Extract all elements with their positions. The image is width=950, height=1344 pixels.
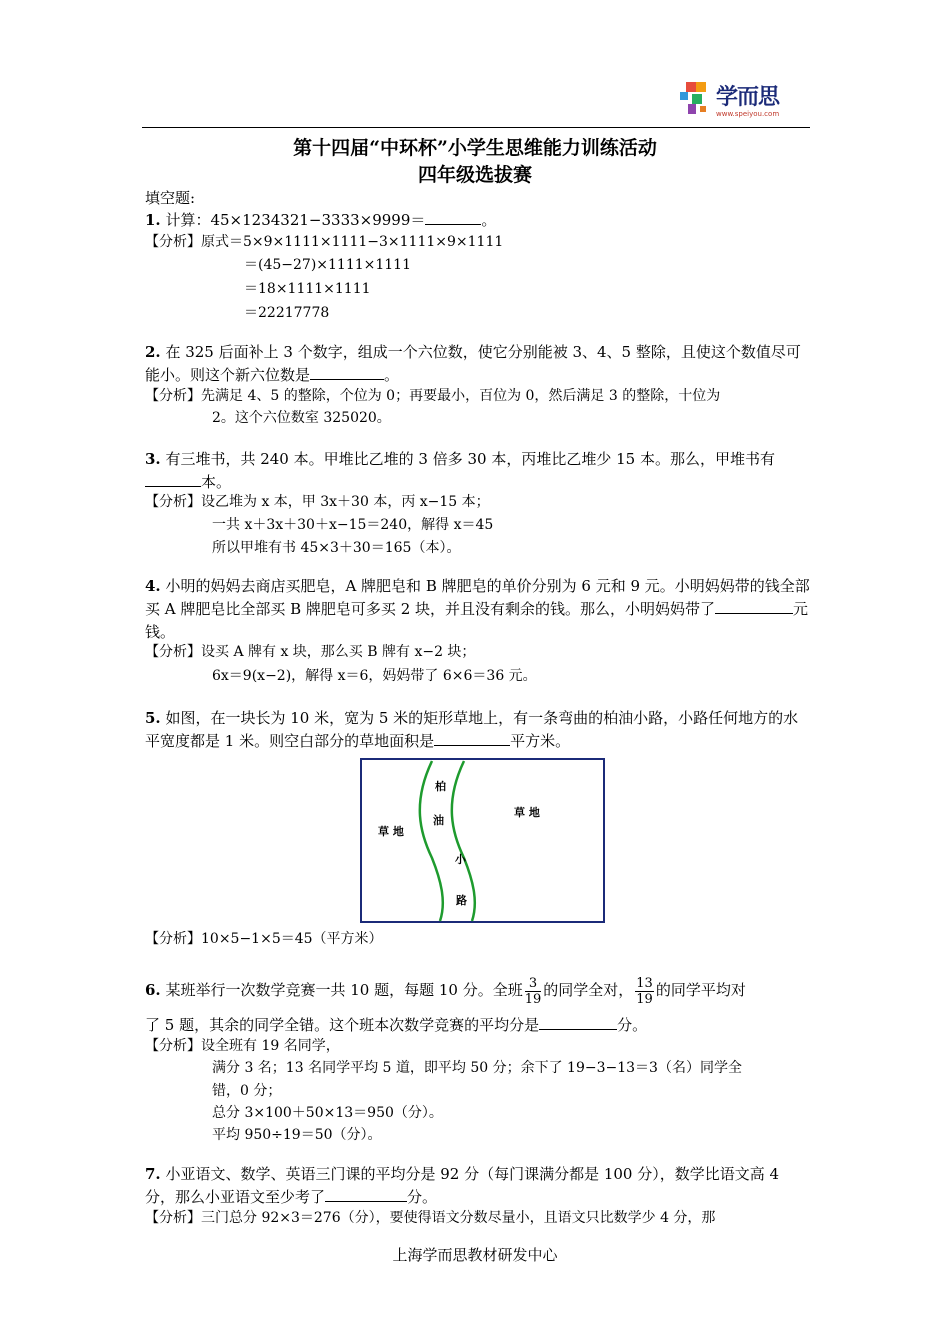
page-footer: 上海学而思教材研发中心 bbox=[392, 1246, 558, 1264]
question-text: 了 5 题，其余的同学全错。这个班本次数学竞赛的平均分是 bbox=[145, 1016, 540, 1034]
question-number: 3. bbox=[145, 450, 161, 468]
analysis-line: ＝22217778 bbox=[244, 305, 330, 321]
fraction-denominator: 19 bbox=[524, 991, 542, 1007]
analysis-line: 所以甲堆有书 45×3＋30＝165（本）。 bbox=[212, 540, 461, 556]
road-label: 小 bbox=[455, 853, 466, 866]
question-1 bbox=[145, 209, 810, 232]
road-label: 柏 bbox=[435, 780, 446, 793]
question-end: 分。 bbox=[617, 1016, 648, 1034]
analysis-line: 总分 3×100＋50×13＝950（分）。 bbox=[212, 1105, 443, 1121]
analysis-line: 一共 x＋3x＋30＋x−15＝240，解得 x＝45 bbox=[212, 517, 494, 533]
question-5 bbox=[145, 707, 810, 753]
header-rule bbox=[142, 127, 810, 128]
answer-blank bbox=[310, 379, 384, 380]
road-diagram bbox=[360, 758, 606, 924]
question-text: 小亚语文、数学、英语三门课的平均分是 92 分（每门课满分都是 100 分），数学比语文高 4 分，那么小亚语文至少考了 bbox=[145, 1165, 780, 1206]
analysis-line: 【分析】10×5−1×5＝45（平方米） bbox=[145, 931, 383, 947]
answer-blank bbox=[434, 745, 510, 746]
answer-blank bbox=[715, 613, 793, 614]
question-text: 小明的妈妈去商店买肥皂，A 牌肥皂和 B 牌肥皂的单价分别为 6 元和 9 元。小明妈妈带的钱全部买 A 牌肥皂比全部买 B 牌肥皂可多买 2 块，并且没有剩余的钱。那么，小明妈妈带了 bbox=[145, 577, 810, 618]
fraction bbox=[635, 976, 654, 1007]
road-label: 油 bbox=[433, 814, 444, 827]
question-end: 分。 bbox=[407, 1188, 438, 1206]
question-4 bbox=[145, 575, 810, 644]
question-7 bbox=[145, 1163, 810, 1209]
question-number: 6. bbox=[145, 981, 161, 999]
question-3 bbox=[145, 448, 810, 494]
question-end: 元钱。 bbox=[145, 600, 809, 641]
question-6 bbox=[145, 972, 810, 1008]
analysis-line: 错，0 分； bbox=[212, 1083, 282, 1099]
analysis-line: 【分析】设买 A 牌有 x 块，那么买 B 牌有 x−2 块； bbox=[145, 644, 476, 660]
question-text: 的同学全对， bbox=[543, 981, 634, 999]
page-title: 第十四届“中环杯”小学生思维能力训练活动 bbox=[293, 137, 657, 159]
answer-blank bbox=[325, 1201, 407, 1202]
road-figure bbox=[360, 758, 606, 924]
question-number: 5. bbox=[145, 709, 161, 727]
question-number: 1. bbox=[145, 211, 161, 229]
question-end: 。 bbox=[481, 211, 497, 229]
fraction-numerator: 13 bbox=[636, 975, 653, 991]
fraction-numerator: 3 bbox=[525, 976, 542, 992]
grass-label-left: 草 地 bbox=[378, 825, 404, 838]
analysis-line: ＝(45−27)×1111×1111 bbox=[244, 257, 412, 273]
fraction-denominator: 19 bbox=[636, 991, 653, 1007]
logo-url: www.speiyou.com bbox=[716, 110, 780, 118]
grass-label-right: 草 地 bbox=[514, 806, 540, 819]
fraction bbox=[525, 976, 542, 1007]
question-end: 。 bbox=[384, 366, 400, 384]
analysis-line: 2。这个六位数室 325020。 bbox=[212, 410, 391, 426]
question-text: 计算：45×1234321−3333×9999＝ bbox=[165, 211, 426, 229]
logo-text: 学而思 bbox=[716, 85, 780, 110]
question-text: 有三堆书，共 240 本。甲堆比乙堆的 3 倍多 30 本，丙堆比乙堆少 15 本。那么，甲堆书有 bbox=[165, 450, 775, 468]
grass-rectangle bbox=[361, 759, 604, 922]
answer-blank bbox=[539, 1029, 617, 1030]
analysis-line: 【分析】设全班有 19 名同学， bbox=[145, 1038, 340, 1054]
answer-blank bbox=[425, 224, 481, 225]
answer-blank bbox=[145, 486, 201, 487]
analysis-line: 满分 3 名；13 名同学平均 5 道，即平均 50 分；余下了 19−3−13＝3（名）同学全 bbox=[212, 1060, 742, 1076]
question-text: 某班举行一次数学竞赛一共 10 题，每题 10 分。全班 bbox=[165, 981, 523, 999]
analysis-line: 【分析】原式＝5×9×1111×1111−3×1111×9×1111 bbox=[145, 234, 504, 250]
analysis-line: 平均 950÷19＝50（分）。 bbox=[212, 1127, 382, 1143]
question-end: 平方米。 bbox=[510, 732, 571, 750]
analysis-line: 【分析】设乙堆为 x 本，甲 3x＋30 本，丙 x−15 本； bbox=[145, 494, 490, 510]
analysis-line: 6x＝9(x−2)，解得 x＝6，妈妈带了 6×6＝36 元。 bbox=[212, 668, 537, 684]
question-text: 如图，在一块长为 10 米，宽为 5 米的矩形草地上，有一条弯曲的柏油小路，小路任何地方的水平宽度都是 1 米。则空白部分的草地面积是 bbox=[145, 709, 799, 750]
question-6-cont bbox=[145, 1014, 810, 1037]
question-text: 的同学平均对 bbox=[655, 981, 746, 999]
question-number: 4. bbox=[145, 577, 161, 595]
question-2 bbox=[145, 341, 810, 387]
analysis-line: ＝18×1111×1111 bbox=[244, 281, 371, 297]
analysis-line: 【分析】先满足 4、5 的整除，个位为 0；再要最小，百位为 0，然后满足 3 的整除，十位为 bbox=[145, 388, 721, 404]
question-text: 在 325 后面补上 3 个数字，组成一个六位数，使它分别能被 3、4、5 整除，且使这个数值尽可能小。则这个新六位数是 bbox=[145, 343, 801, 384]
road-label: 路 bbox=[456, 894, 467, 907]
question-end: 本。 bbox=[201, 473, 232, 491]
page-subtitle: 四年级选拔赛 bbox=[417, 164, 532, 186]
question-number: 2. bbox=[145, 343, 161, 361]
question-number: 7. bbox=[145, 1165, 161, 1183]
section-label: 填空题: bbox=[145, 189, 196, 207]
analysis-line: 【分析】三门总分 92×3＝276（分），要使得语文分数尽量小，且语文只比数学少 4 分，那 bbox=[145, 1210, 716, 1226]
